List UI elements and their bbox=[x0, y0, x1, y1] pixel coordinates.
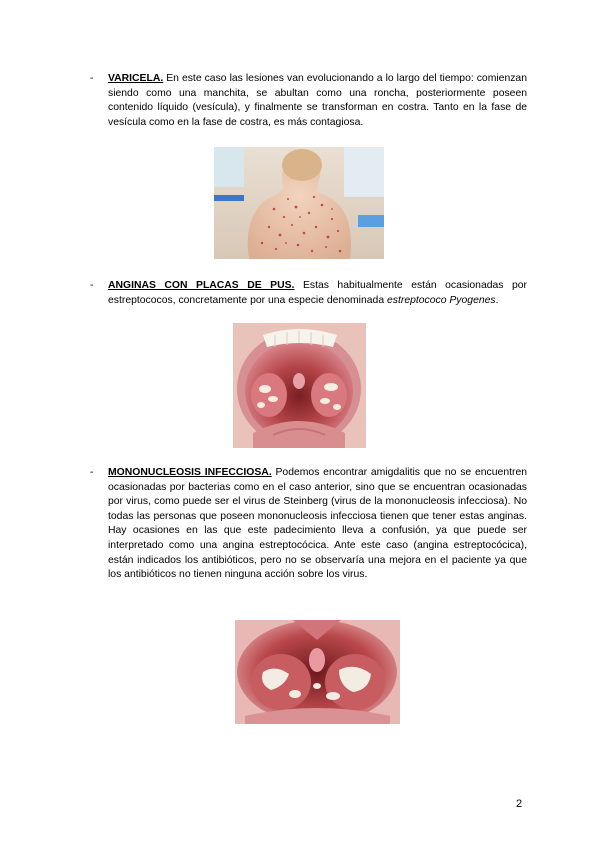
list-item-anginas bbox=[90, 279, 527, 308]
mononucleosis-photo bbox=[235, 620, 400, 724]
text-varicela: En este caso las lesiones van evolucionando a lo largo del tiempo: comienzan siendo como una manchita, se abultan como una roncha, posteriormente poseen contenido líquido (vesícula), y finalmente se transforman en costra. Tanto en la fase de vesícula como en la fase de costra, es más contagiosa. bbox=[108, 73, 527, 128]
page-number: 2 bbox=[516, 798, 523, 810]
bullet-dash: - bbox=[90, 280, 94, 291]
varicella-photo bbox=[214, 147, 384, 259]
term-mononucleosis: MONONUCLEOSIS INFECCIOSA. bbox=[108, 467, 272, 478]
text-anginas: Estas habitualmente están ocasionadas por estreptococos, concretamente por una especie denominada bbox=[108, 280, 527, 306]
bullet-dash: - bbox=[90, 73, 94, 84]
tonsillitis-photo bbox=[233, 323, 366, 448]
term-anginas: ANGINAS CON PLACAS DE PUS. bbox=[108, 280, 295, 291]
text-anginas-end: . bbox=[495, 294, 499, 306]
paragraph-mononucleosis bbox=[108, 466, 527, 583]
paragraph-varicela bbox=[108, 72, 527, 130]
bullet-dash: - bbox=[90, 467, 94, 478]
paragraph-anginas bbox=[108, 279, 527, 308]
text-mononucleosis: Podemos encontrar amigdalitis que no se encuentren ocasionadas por bacterias como en el caso anterior, sino que se encuentran ocasionadas por virus, como puede ser el virus de Steinberg (virus de la mononucleosis infecciosa). No todas las personas que poseen mononucleosis infecciosa tienen que tener estas anginas. Hay ocasiones en las que este padecimiento lleva a confusión, ya que puede ser interpretado como una angina estreptocócica. Ante este caso (angina estreptocócica), están indicados los antibióticos, pero no se observaría una mejora en el paciente ya que los antibióticos no tienen ninguna acción sobre los virus. bbox=[108, 467, 527, 581]
list-item-varicela bbox=[90, 72, 527, 130]
italic-species: estreptococo Pyogenes bbox=[387, 294, 496, 306]
term-varicela: VARICELA. bbox=[108, 73, 164, 84]
list-item-mononucleosis bbox=[90, 466, 527, 583]
